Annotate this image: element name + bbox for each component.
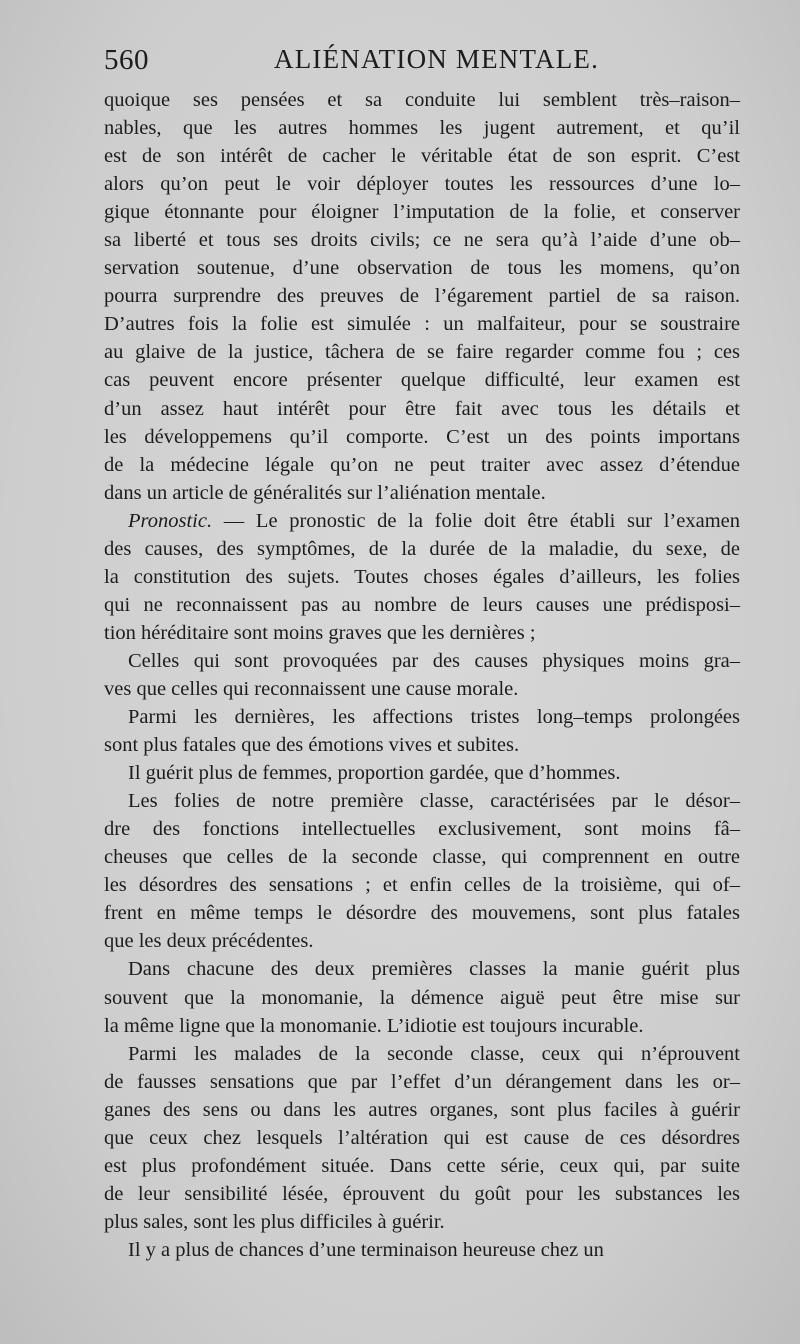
text-line: ves que celles qui reconnaissent une cause morale. bbox=[104, 677, 519, 700]
text-line: dre des fonctions intellectuelles exclusivement, sont moins fâ– bbox=[104, 818, 740, 841]
running-title: ALIÉNATION MENTALE. bbox=[274, 44, 600, 74]
page-number: 560 bbox=[104, 44, 149, 76]
text-line: sont plus fatales que des émotions vives et subites. bbox=[104, 734, 520, 757]
text-line: quoique ses pensées et sa conduite lui semblent très–raison– bbox=[104, 89, 740, 111]
text-line: gique étonnante pour éloigner l’imputation de la folie, et conserver bbox=[104, 201, 740, 224]
text-line: de la médecine légale qu’on ne peut traiter avec assez d’étendue bbox=[104, 453, 740, 476]
text-line: au glaive de la justice, tâchera de se faire regarder comme fou ; ces bbox=[104, 341, 740, 364]
text-line: Parmi les malades de la seconde classe, ceux qui n’éprouvent bbox=[128, 1042, 740, 1065]
page-header bbox=[104, 44, 738, 84]
text-line: que les deux précédentes. bbox=[104, 930, 314, 953]
text-line: les désordres des sensations ; et enfin celles de la troisième, qui of– bbox=[104, 874, 740, 897]
text-line: Les folies de notre première classe, caractérisées par le désor– bbox=[128, 790, 740, 813]
text-line: cas peuvent encore présenter quelque difficulté, leur examen est bbox=[104, 369, 740, 392]
text-line: D’autres fois la folie est simulée : un malfaiteur, pour se soustraire bbox=[104, 313, 740, 336]
text-line: plus sales, sont les plus difficiles à guérir. bbox=[104, 1210, 445, 1233]
text-line: Il y a plus de chances d’une terminaison heureuse chez un bbox=[128, 1238, 604, 1261]
text-line: Dans chacune des deux premières classes la manie guérit plus bbox=[128, 958, 740, 981]
text-line: pourra surprendre des preuves de l’égarement partiel de sa raison. bbox=[104, 285, 740, 308]
text-line: sa liberté et tous ses droits civils; ce ne sera qu’à l’aide d’une ob– bbox=[104, 229, 740, 252]
text-line: d’un assez haut intérêt pour être fait avec tous les détails et bbox=[104, 397, 740, 420]
text-line: des causes, des symptômes, de la durée de la maladie, du sexe, de bbox=[104, 537, 740, 560]
text-line: Parmi les dernières, les affections tristes long–temps prolongées bbox=[128, 706, 740, 729]
text-line: ganes des sens ou dans les autres organes, sont plus faciles à guérir bbox=[104, 1098, 740, 1121]
text-line: la même ligne que la monomanie. L’idiotie est toujours incurable. bbox=[104, 1014, 644, 1037]
text-line-content: — Le pronostic de la folie doit être établi sur l’examen bbox=[212, 509, 740, 532]
text-line: servation soutenue, d’une observation de tous les momens, qu’on bbox=[104, 257, 740, 280]
text-line: frent en même temps le désordre des mouvemens, sont plus fatales bbox=[104, 902, 740, 925]
text-line: est de son intérêt de cacher le véritable état de son esprit. C’est bbox=[104, 145, 740, 168]
text-line: souvent que la monomanie, la démence aiguë peut être mise sur bbox=[104, 986, 740, 1009]
text-line: Il guérit plus de femmes, proportion gardée, que d’hommes. bbox=[128, 762, 621, 785]
text-line: de leur sensibilité lésée, éprouvent du goût pour les substances les bbox=[104, 1182, 740, 1205]
text-line: que ceux chez lesquels l’altération qui est cause de ces désordres bbox=[104, 1126, 740, 1149]
text-line: alors qu’on peut le voir déployer toutes les ressources d’une lo– bbox=[104, 173, 740, 196]
text-line: la constitution des sujets. Toutes choses égales d’ailleurs, les folies bbox=[104, 565, 740, 588]
text-line: Celles qui sont provoquées par des causes physiques moins gra– bbox=[128, 649, 740, 672]
text-line: nables, que les autres hommes les jugent autrement, et qu’il bbox=[104, 117, 740, 140]
text-line: qui ne reconnaissent pas au nombre de leurs causes une prédisposi– bbox=[104, 593, 740, 616]
text-line: dans un article de généralités sur l’aliénation mentale. bbox=[104, 481, 546, 504]
text-line: les développemens qu’il comporte. C’est un des points importans bbox=[104, 425, 740, 448]
text-line: est plus profondément située. Dans cette série, ceux qui, par suite bbox=[104, 1154, 740, 1177]
text-line: cheuses que celles de la seconde classe, qui comprennent en outre bbox=[104, 846, 740, 869]
text-line: tion héréditaire sont moins graves que les dernières ; bbox=[104, 621, 536, 644]
text-line: de fausses sensations que par l’effet d’un dérangement dans les or– bbox=[104, 1070, 740, 1093]
text-line bbox=[104, 507, 740, 535]
body-text bbox=[104, 86, 740, 1264]
section-heading: Pronostic. bbox=[128, 509, 213, 532]
